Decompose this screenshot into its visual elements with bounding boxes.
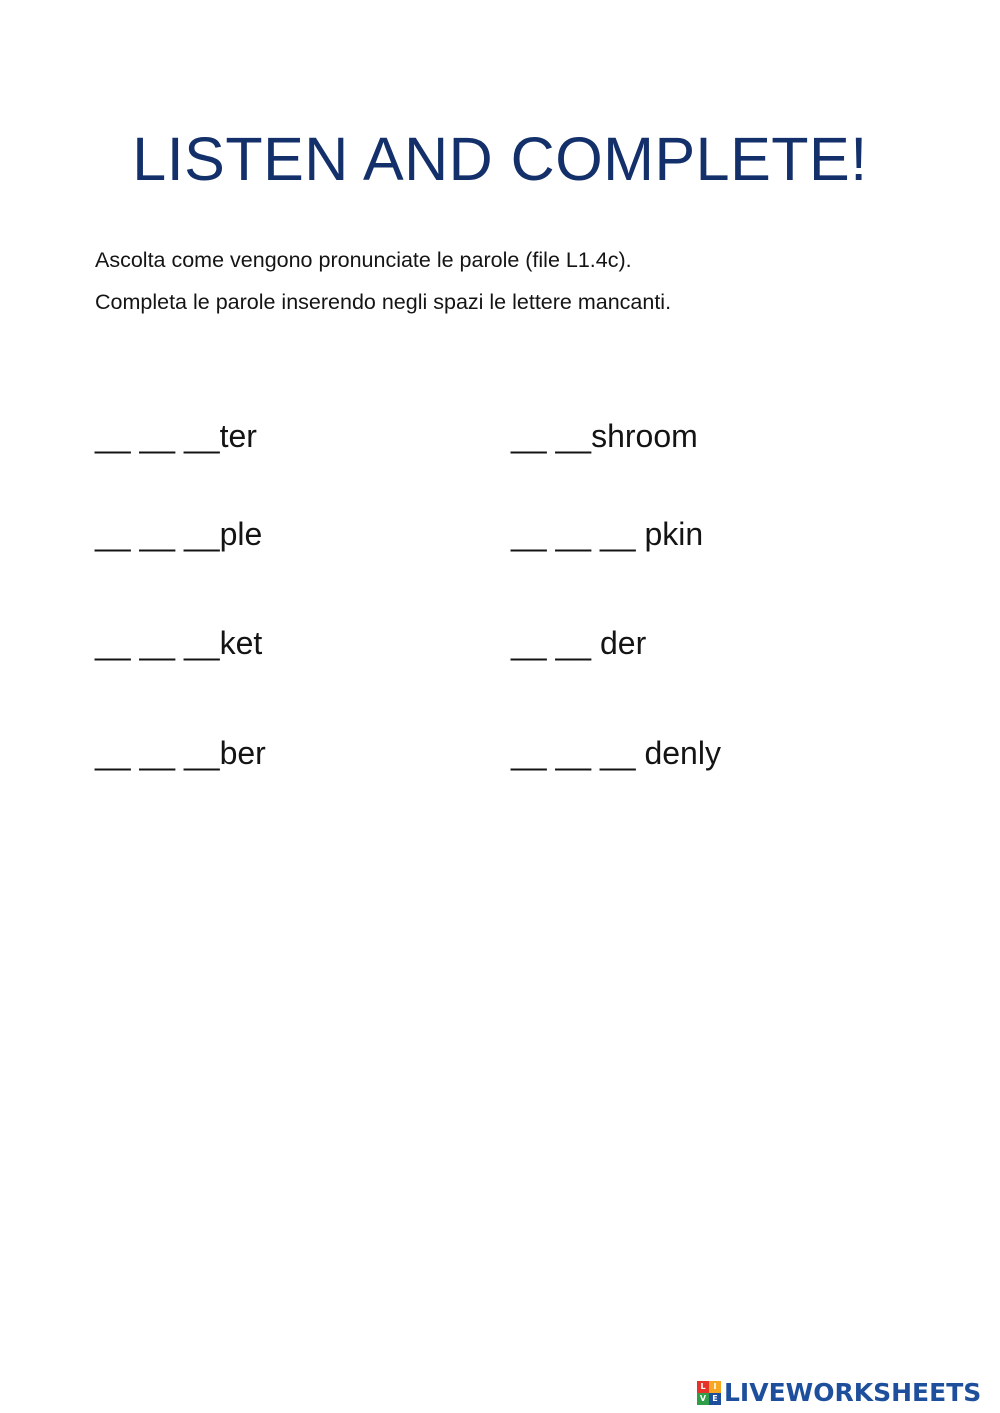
word-blank-left-1[interactable]: __ __ __ter: [95, 418, 257, 454]
worksheet-title: LISTEN AND COMPLETE!: [132, 125, 868, 193]
word-blank-right-2[interactable]: __ __ __ pkin: [511, 516, 704, 552]
word-blank-left-2[interactable]: __ __ __ple: [95, 516, 263, 552]
logo-wordmark: LIVEWORKSHEETS: [724, 1378, 982, 1407]
instruction-listen: Ascolta come vengono pronunciate le parole (file L1.4c).: [95, 248, 632, 272]
logo-mark-letter: L: [697, 1381, 709, 1393]
liveworksheets-mark-icon: [697, 1381, 721, 1405]
word-blank-right-1[interactable]: __ __shroom: [511, 418, 698, 454]
logo-mark-letter: V: [697, 1393, 709, 1405]
word-blank-left-4[interactable]: __ __ __ber: [95, 735, 266, 771]
instruction-complete: Completa le parole inserendo negli spazi le lettere mancanti.: [95, 290, 672, 314]
word-blank-right-4[interactable]: __ __ __ denly: [511, 735, 721, 771]
liveworksheets-logo: [697, 1378, 981, 1408]
word-blank-left-3[interactable]: __ __ __ket: [95, 625, 263, 661]
logo-mark-letter: E: [709, 1393, 721, 1405]
logo-mark-letter: I: [709, 1381, 721, 1393]
word-blank-right-3[interactable]: __ __ der: [511, 625, 647, 661]
